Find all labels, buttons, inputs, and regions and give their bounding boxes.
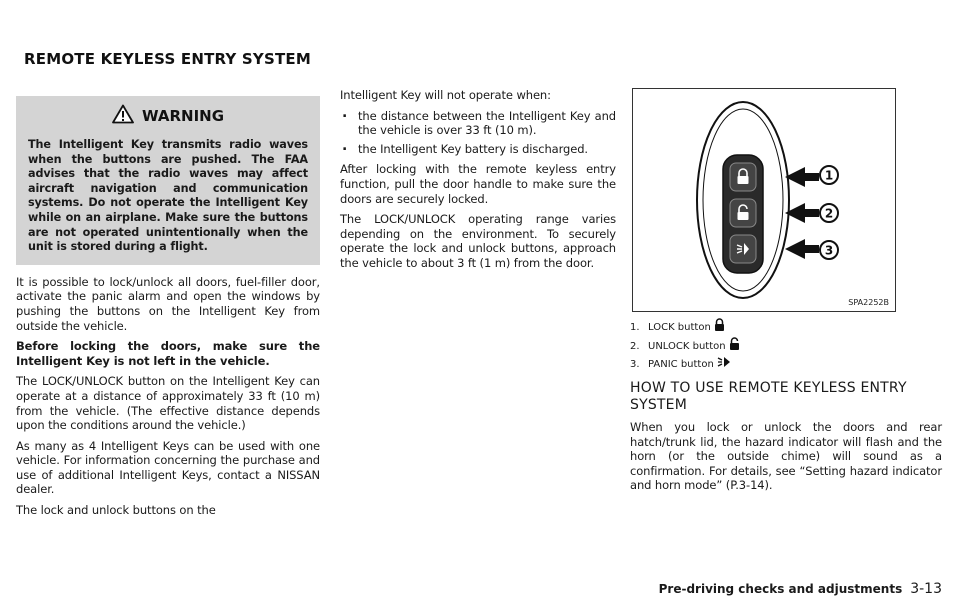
not-operate-intro: Intelligent Key will not operate when:: [340, 88, 551, 102]
warning-triangle-icon: [112, 104, 134, 128]
right-column: [630, 88, 942, 499]
legend-item-lock: [630, 318, 942, 337]
unlock-icon: [729, 337, 740, 356]
list-item: . the Intelligent Key battery is discharged.: [340, 142, 616, 157]
range-paragraph: The LOCK/UNLOCK button on the Intelligent Key can operate at a distance of approximately 33 ft (10 m) from the vehicle. (The effective distance depends upon the conditions around the vehicle.): [16, 374, 320, 433]
page-footer: [659, 581, 942, 597]
lock-icon: [714, 318, 725, 337]
intelligent-key-figure: [632, 88, 896, 312]
footer-chapter-title: Pre-driving checks and adjustments: [658, 582, 903, 596]
intelligent-key-illustration: [633, 89, 895, 311]
warning-box: [16, 96, 320, 265]
caution-paragraph: Before locking the doors, make sure the Intelligent Key is not left in the vehicle.: [16, 339, 320, 368]
warning-text: The Intelligent Key transmits radio waves when the buttons are pushed. The FAA advises that the radio waves may affect aircraft navigation and communication systems. Do not operate the Intelligent Key while on an airplane. Make sure the buttons are not operated unintentionally when the unit is stored during a flight.: [28, 138, 308, 254]
legend-number: 1.: [630, 321, 640, 333]
figure-code: SPA2252B: [848, 298, 889, 307]
warning-header: [28, 104, 308, 128]
section-title: REMOTE KEYLESS ENTRY SYSTEM: [24, 50, 311, 68]
legend-number: 3.: [630, 359, 640, 370]
legend-label: LOCK button: [648, 321, 711, 333]
operating-range-paragraph: The LOCK/UNLOCK operating range varies depending on the environment. To securely operate the lock and unlock buttons, approach the vehicle to about 3 ft (1 m) from the door.: [340, 212, 616, 270]
callout-2: 2: [824, 206, 834, 221]
callout-3: 3: [824, 243, 834, 258]
panic-icon: [717, 356, 731, 374]
legend-number: 2.: [630, 340, 640, 352]
button-legend: [630, 318, 942, 374]
how-to-paragraph: When you lock or unlock the doors and rear hatch/trunk lid, the hazard indicator will flash and the horn (or the outside chime) will sound as a confirmation. For details, see “Setting hazard indicator and horn mode” (P.3-14).: [630, 420, 942, 493]
legend-item-unlock: [630, 337, 942, 356]
legend-item-panic: [630, 356, 942, 374]
list-item: . the distance between the Intelligent Key and the vehicle is over 33 ft (10 m).: [340, 109, 616, 138]
legend-label: PANIC button: [648, 359, 714, 370]
keys-count-paragraph: As many as 4 Intelligent Keys can be used with one vehicle. For information concerning the purchase and use of additional Intelligent Keys, contact a NISSAN dealer.: [16, 438, 320, 497]
how-to-heading: HOW TO USE REMOTE KEYLESS ENTRY SYSTEM: [630, 380, 907, 413]
middle-column: [340, 88, 616, 277]
intro-paragraph: It is possible to lock/unlock all doors, fuel-filler door, activate the panic alarm and open the windows by pushing the buttons on the Intelligent Key from outside the vehicle.: [16, 274, 320, 333]
warning-title: WARNING: [141, 107, 225, 125]
page-number: 3-13: [910, 581, 942, 597]
continued-paragraph: The lock and unlock buttons on the: [16, 503, 216, 518]
after-locking-paragraph: After locking with the remote keyless entry function, pull the door handle to make sure the doors are securely locked.: [340, 162, 616, 206]
left-column: [16, 96, 320, 524]
callout-1: 1: [824, 168, 834, 183]
legend-label: UNLOCK button: [648, 340, 726, 352]
not-operate-list: [340, 109, 616, 157]
